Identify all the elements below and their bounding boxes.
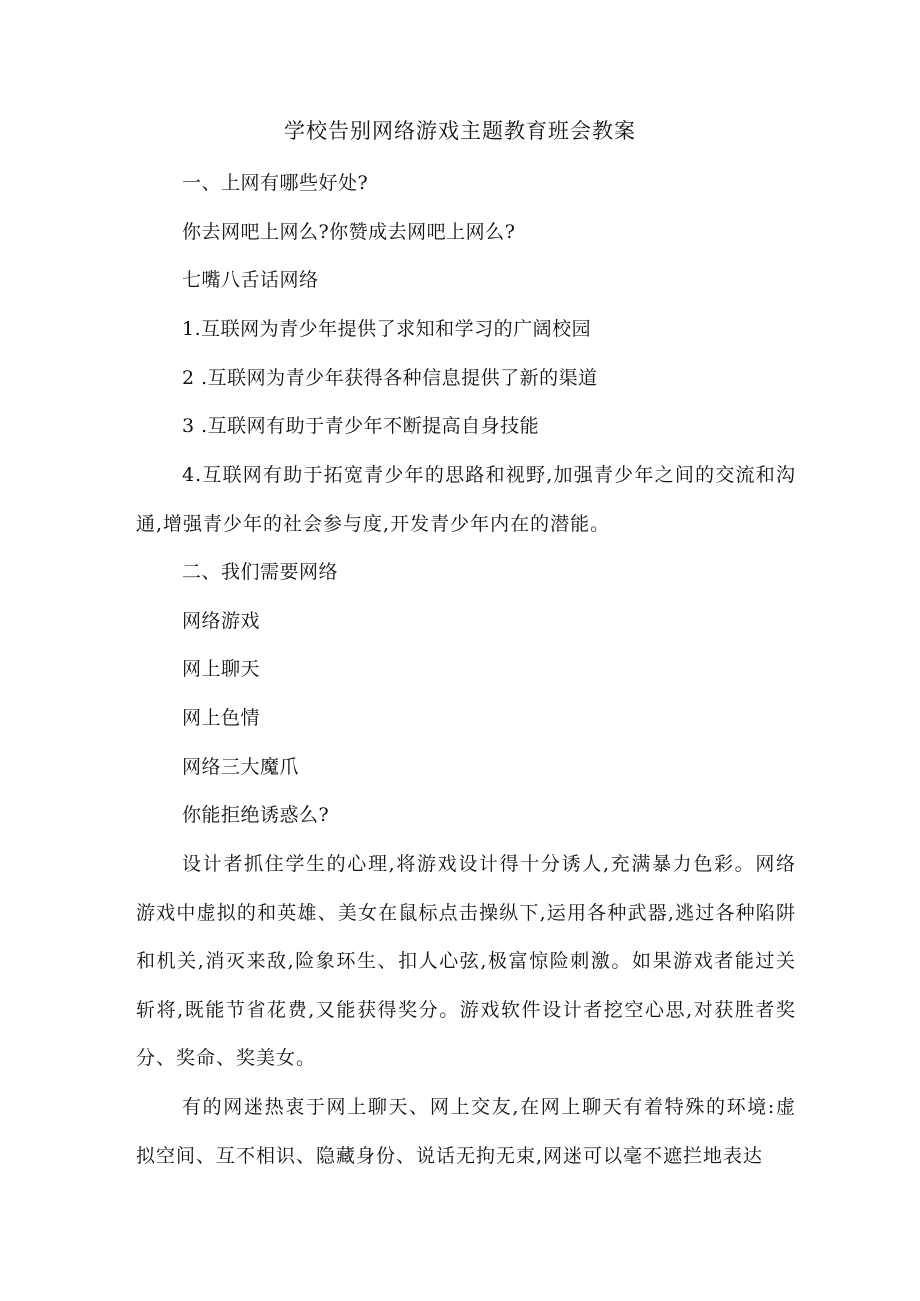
list-item-online-porn: 网上色情 bbox=[182, 707, 261, 729]
question-resist-temptation: 你能拒绝诱惑么? bbox=[182, 804, 330, 826]
list-item-three-claws: 网络三大魔爪 bbox=[182, 756, 300, 778]
subheading-discussion: 七嘴八舌话网络 bbox=[182, 269, 319, 291]
section-heading-benefits: 一、上网有哪些好处? bbox=[182, 172, 369, 194]
list-item-online-chat: 网上聊天 bbox=[182, 658, 261, 680]
benefit-point-2: 2 .互联网为青少年获得各种信息提供了新的渠道 bbox=[182, 367, 598, 389]
question-internet-cafe: 你去网吧上网么?你赞成去网吧上网么? bbox=[182, 221, 516, 243]
paragraph-game-design: 设计者抓住学生的心理,将游戏设计得十分诱人,充满暴力色彩。网络游戏中虚拟的和英雄、美女在鼠标点击操纵下,运用各种武器,逃过各种陷阱和机关,消灭来敌,险象环生、扣人心弦,极富惊险刺激。如果游戏者能过关斩将,既能节省花费,又能获得奖分。游戏软件设计者挖空心思,对获胜者奖分、奖命、奖美女。 bbox=[136, 853, 796, 1069]
benefit-point-3: 3 .互联网有助于青少年不断提高自身技能 bbox=[182, 415, 540, 437]
list-item-online-games: 网络游戏 bbox=[182, 610, 261, 632]
benefit-point-1: 1.互联网为青少年提供了求知和学习的广阔校园 bbox=[182, 318, 592, 340]
benefit-point-4: 4.互联网有助于拓宽青少年的思路和视野,加强青少年之间的交流和沟通,增强青少年的社会参与度,开发青少年内在的潜能。 bbox=[136, 464, 796, 535]
paragraph-online-chat: 有的网迷热衷于网上聊天、网上交友,在网上聊天有着特殊的环境:虚拟空间、互不相识、隐藏身份、说话无拘无束,网迷可以毫不遮拦地表达 bbox=[136, 1096, 796, 1167]
section-heading-need-network: 二、我们需要网络 bbox=[182, 561, 339, 583]
document-title: 学校告别网络游戏主题教育班会教案 bbox=[284, 119, 636, 143]
